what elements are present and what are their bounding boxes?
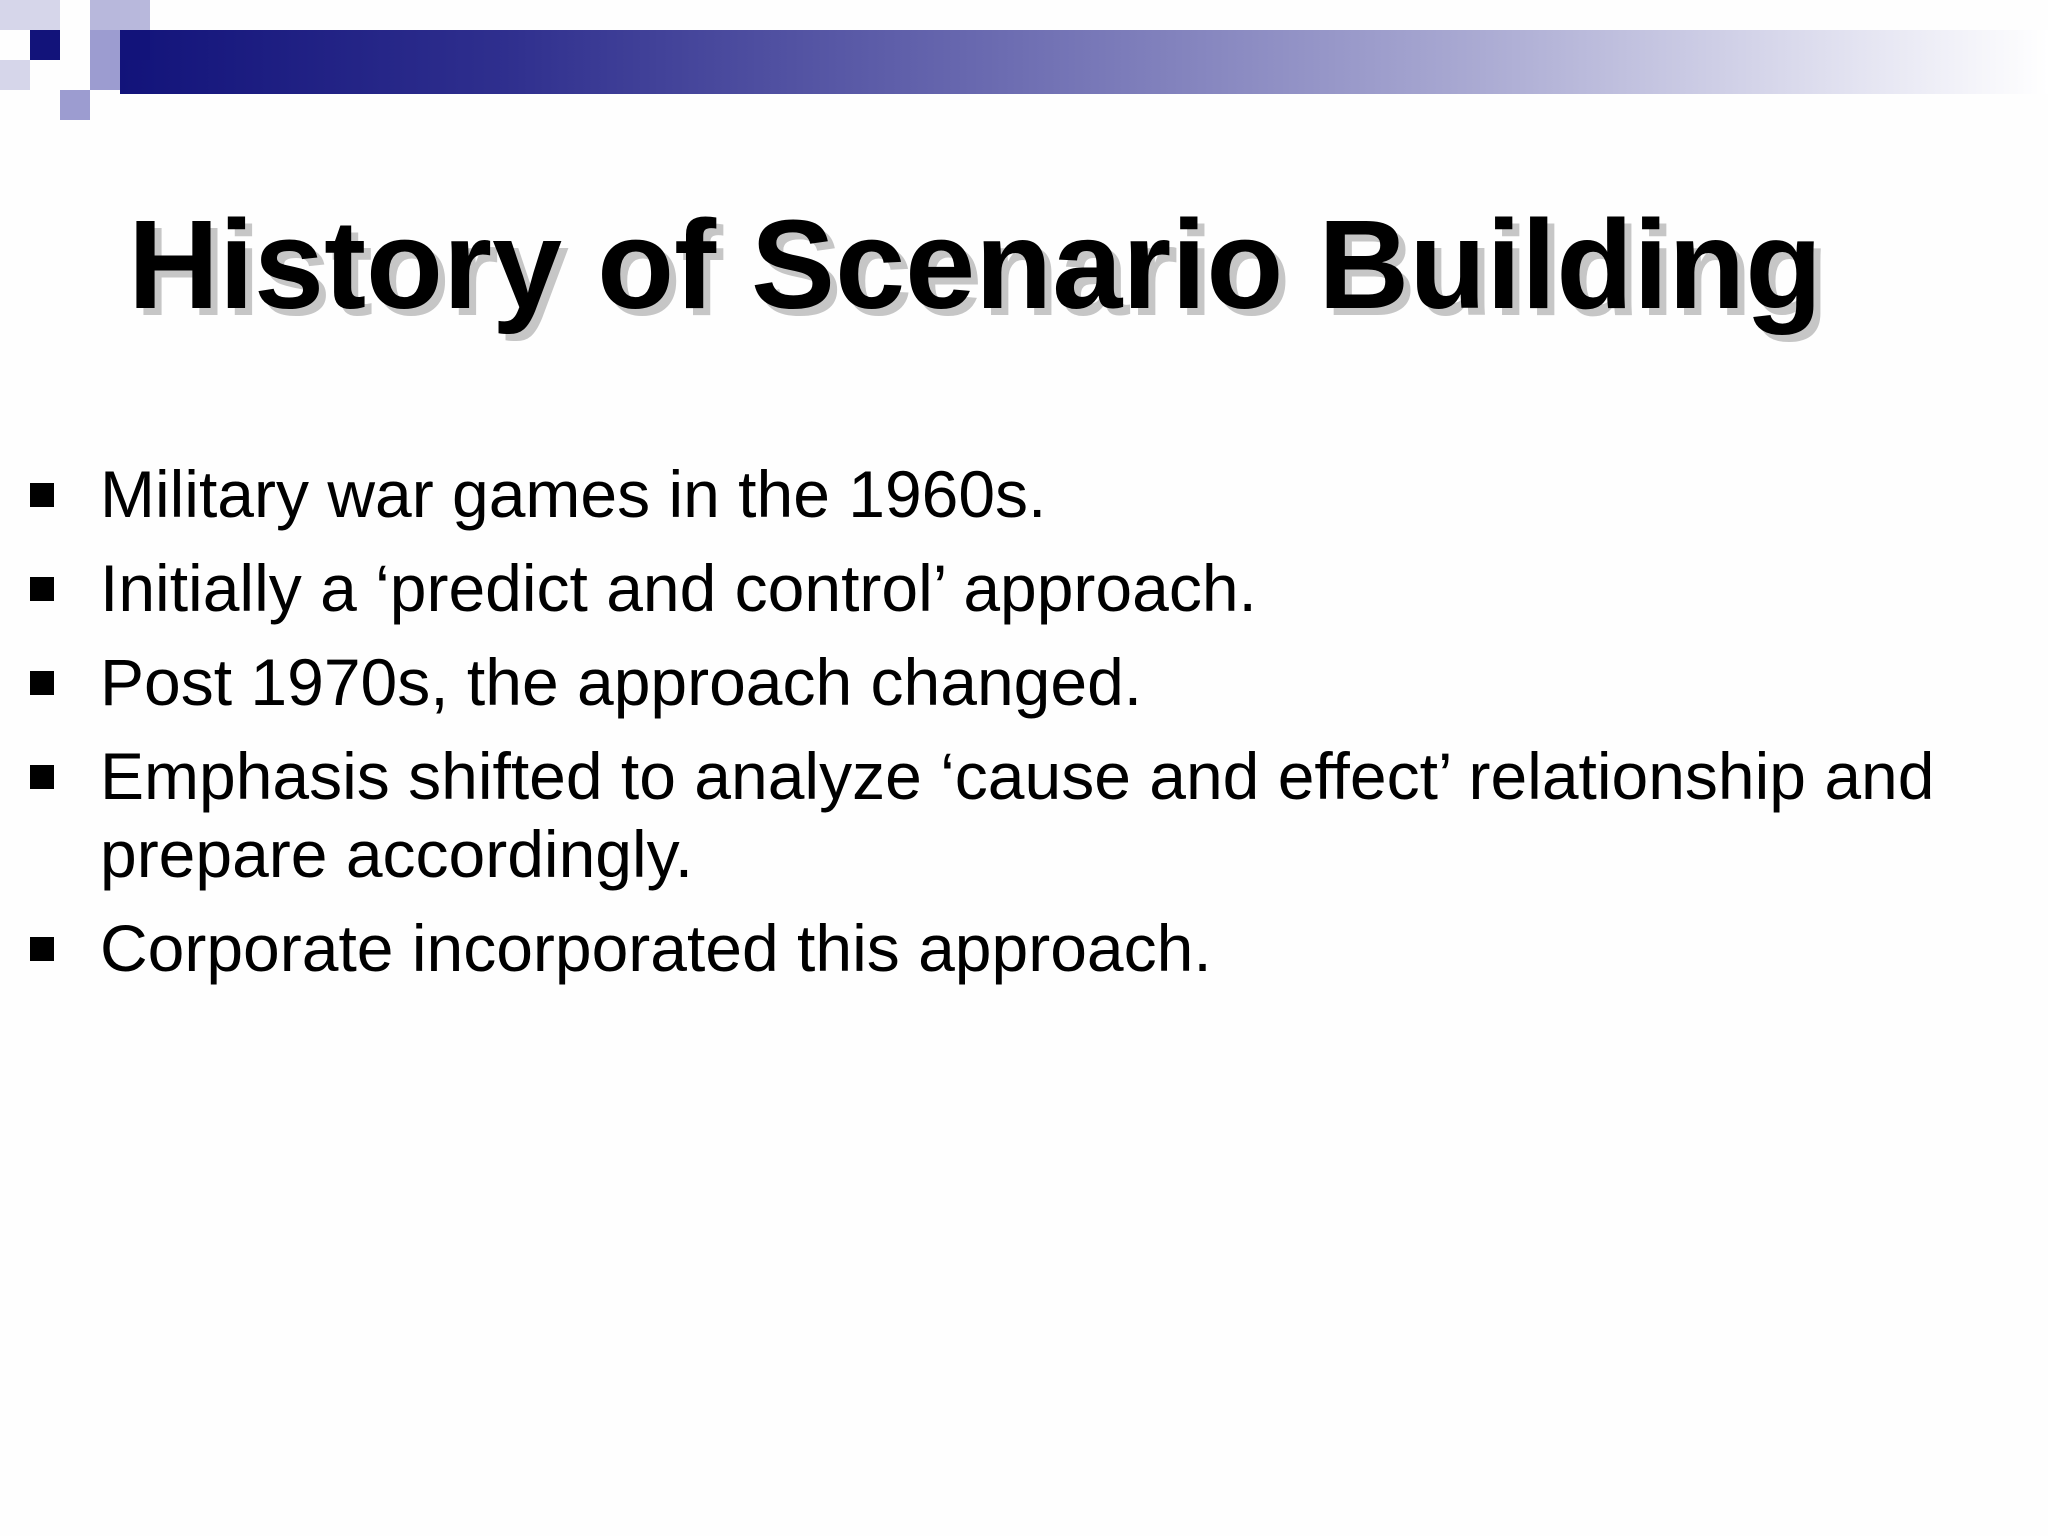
bullet-list (0, 455, 2048, 1003)
square-bullet-icon (30, 765, 54, 789)
list-item-text: Emphasis shifted to analyze ‘cause and effect’ relationship and prepare accordingly. (100, 739, 1935, 891)
list-item (0, 643, 2020, 721)
header-gradient-bar (120, 30, 2048, 94)
list-item-text: Post 1970s, the approach changed. (100, 645, 1143, 719)
square-bullet-icon (30, 577, 54, 601)
list-item (0, 909, 2020, 987)
list-item (0, 455, 2020, 533)
list-item-text: Initially a ‘predict and control’ approach. (100, 551, 1257, 625)
slide-title: History of Scenario Building (128, 194, 1823, 335)
list-item-text: Military war games in the 1960s. (100, 457, 1047, 531)
square-bullet-icon (30, 671, 54, 695)
list-item-text: Corporate incorporated this approach. (100, 911, 1212, 985)
square-bullet-icon (30, 483, 54, 507)
square-bullet-icon (30, 937, 54, 961)
list-item (0, 549, 2020, 627)
list-item (0, 737, 2020, 893)
